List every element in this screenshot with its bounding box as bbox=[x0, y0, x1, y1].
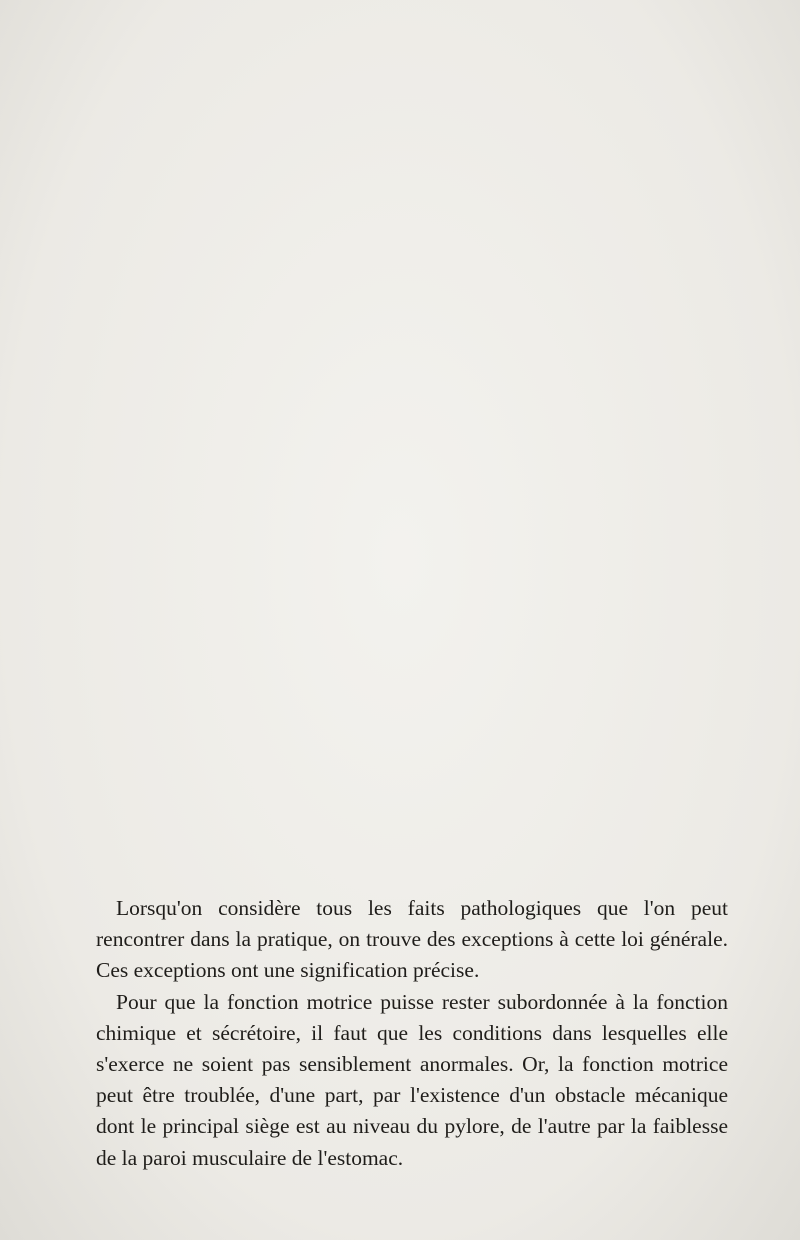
body-paragraph-1: Lorsqu'on considère tous les faits pathologiques que l'on peut rencontrer dans la pratique, on trouve des exceptions à cette loi générale. Ces exceptions ont une signification précise. bbox=[96, 896, 728, 983]
body-text bbox=[96, 893, 728, 1174]
body-paragraph-2: Pour que la fonction motrice puisse rester subordonnée à la fonction chimique et sécrétoire, il faut que les conditions dans lesquelles elle s'exerce ne soient pas sensiblement anormales. Or, la fonction motrice peut être troublée, d'une part, par l'existence d'un obstacle mécanique dont le principal siège est au niveau du pylore, de l'autre par la faiblesse de la paroi musculaire de l'estomac. bbox=[96, 989, 728, 1170]
